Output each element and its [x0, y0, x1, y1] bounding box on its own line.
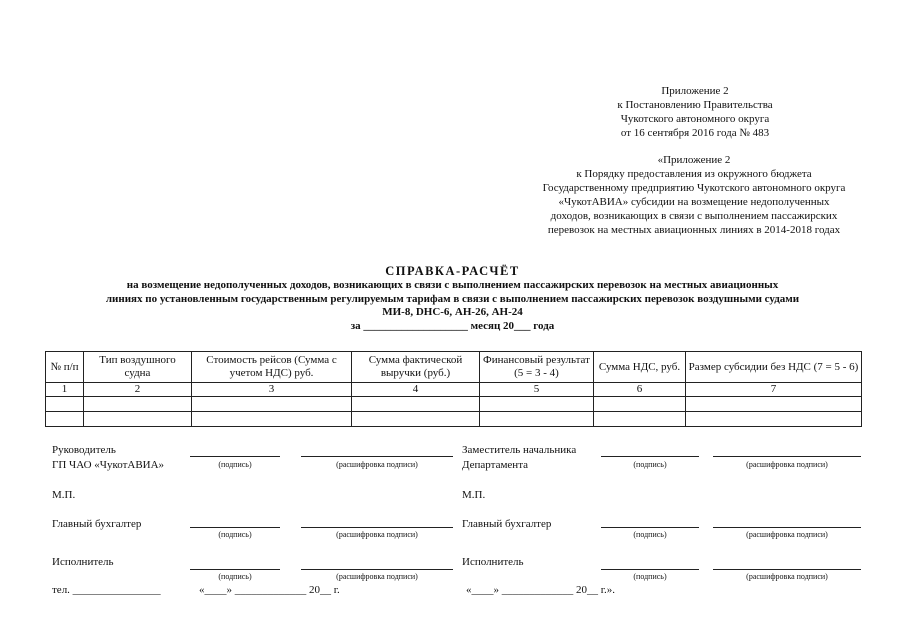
table-header-cell: № п/п	[46, 352, 84, 383]
annex-1-line: Приложение 2	[661, 85, 729, 97]
table-row	[46, 397, 862, 412]
annex-header-2	[505, 153, 883, 237]
annex-2-line: Государственному предприятию Чукотского автономного округа	[542, 182, 846, 194]
phone-field[interactable]: тел. ________________	[52, 584, 161, 596]
signature-caption: (подпись)	[633, 572, 667, 581]
annex-2-line: «Приложение 2	[657, 154, 731, 166]
table-cell[interactable]	[594, 412, 686, 427]
title-line: на возмещение недополученных доходов, возникающих в связи с выполнением пассажирских перевозок на местных авиационных	[126, 279, 779, 291]
table-header-cell: Сумма фактической выручки (руб.)	[352, 352, 480, 383]
table-cell[interactable]	[84, 412, 192, 427]
title-line: линиях по установленным государственным регулируемым тарифам в связи с выполнением пассажирских перевозок воздушными судами	[105, 292, 800, 305]
executor-signature-line[interactable]	[601, 569, 699, 570]
head-label-line2: ГП ЧАО «ЧукотАВИА»	[52, 459, 165, 471]
document-title	[40, 263, 865, 333]
table-cell[interactable]	[352, 412, 480, 427]
table-cell[interactable]	[46, 397, 84, 412]
deputy-head-label-line2: Департамента	[462, 459, 529, 471]
date-field[interactable]: «____» _____________ 20__ г.	[199, 584, 340, 596]
executor-decode-line[interactable]	[301, 569, 453, 570]
table-number-cell: 7	[686, 383, 862, 397]
accountant-signature-line[interactable]	[601, 527, 699, 528]
stamp-label: М.П.	[462, 489, 486, 501]
annex-2-line: перевозок на местных авиационных линиях в 2014-2018 годах	[547, 224, 841, 236]
table-cell[interactable]	[594, 397, 686, 412]
table-header-cell: Финансовый результат (5 = 3 - 4)	[480, 352, 594, 383]
table-number-cell: 6	[594, 383, 686, 397]
accountant-label: Главный бухгалтер	[462, 518, 552, 530]
table-cell[interactable]	[480, 397, 594, 412]
accountant-decode-line[interactable]	[301, 527, 453, 528]
deputy-head-label-line1: Заместитель начальника	[462, 444, 577, 456]
table-cell[interactable]	[352, 397, 480, 412]
title-period-line: за ___________________ месяц 20___ года	[350, 319, 555, 332]
deputy-decode-line[interactable]	[713, 456, 861, 457]
table-header-cell: Стоимость рейсов (Сумма с учетом НДС) руб.	[192, 352, 352, 383]
executor-label: Исполнитель	[52, 556, 114, 568]
decode-caption: (расшифровка подписи)	[336, 530, 418, 539]
decode-caption: (расшифровка подписи)	[746, 460, 828, 469]
table-cell[interactable]	[192, 412, 352, 427]
title-main: СПРАВКА-РАСЧЁТ	[385, 264, 520, 278]
table-cell[interactable]	[46, 412, 84, 427]
table-header-cell: Размер субсидии без НДС (7 = 5 - 6)	[686, 352, 862, 383]
table-cell[interactable]	[192, 397, 352, 412]
table-cell[interactable]	[480, 412, 594, 427]
decode-caption: (расшифровка подписи)	[336, 460, 418, 469]
table-number-cell: 1	[46, 383, 84, 397]
annex-2-line: «ЧукотАВИА» субсидии на возмещение недополученных	[558, 196, 830, 208]
accountant-decode-line[interactable]	[713, 527, 861, 528]
head-label-line1: Руководитель	[52, 444, 116, 456]
executor-decode-line[interactable]	[713, 569, 861, 570]
table-header-cell: Сумма НДС, руб.	[594, 352, 686, 383]
table-cell[interactable]	[686, 397, 862, 412]
table-cell[interactable]	[84, 397, 192, 412]
signature-caption: (подпись)	[218, 572, 252, 581]
decode-caption: (расшифровка подписи)	[336, 572, 418, 581]
table-header-cell: Тип воздушного судна	[84, 352, 192, 383]
table-number-row	[46, 383, 862, 397]
title-line: МИ-8, DHC-6, АН-26, АН-24	[382, 306, 523, 318]
accountant-label: Главный бухгалтер	[52, 518, 142, 530]
annex-2-line: к Порядку предоставления из окружного бюджета	[576, 168, 812, 180]
annex-1-line: Чукотского автономного округа	[620, 113, 770, 125]
annex-1-line: от 16 сентября 2016 года № 483	[620, 127, 770, 139]
deputy-signature-line[interactable]	[601, 456, 699, 457]
executor-signature-line[interactable]	[190, 569, 280, 570]
signature-caption: (подпись)	[218, 530, 252, 539]
table-number-cell: 5	[480, 383, 594, 397]
table-header-row	[46, 352, 862, 383]
decode-caption: (расшифровка подписи)	[746, 530, 828, 539]
head-decode-line[interactable]	[301, 456, 453, 457]
annex-header-1	[590, 84, 800, 140]
annex-1-line: к Постановлению Правительства	[617, 99, 773, 111]
stamp-label: М.П.	[52, 489, 76, 501]
table-number-cell: 4	[352, 383, 480, 397]
decode-caption: (расшифровка подписи)	[746, 572, 828, 581]
date-field[interactable]: «____» _____________ 20__ г.».	[466, 584, 616, 596]
calculation-table	[45, 351, 862, 427]
executor-label: Исполнитель	[462, 556, 524, 568]
table-number-cell: 3	[192, 383, 352, 397]
annex-2-line: доходов, возникающих в связи с выполнением пассажирских	[550, 210, 838, 222]
signature-caption: (подпись)	[633, 530, 667, 539]
accountant-signature-line[interactable]	[190, 527, 280, 528]
table-row	[46, 412, 862, 427]
signature-caption: (подпись)	[218, 460, 252, 469]
head-signature-line[interactable]	[190, 456, 280, 457]
table-number-cell: 2	[84, 383, 192, 397]
table-cell[interactable]	[686, 412, 862, 427]
signature-caption: (подпись)	[633, 460, 667, 469]
